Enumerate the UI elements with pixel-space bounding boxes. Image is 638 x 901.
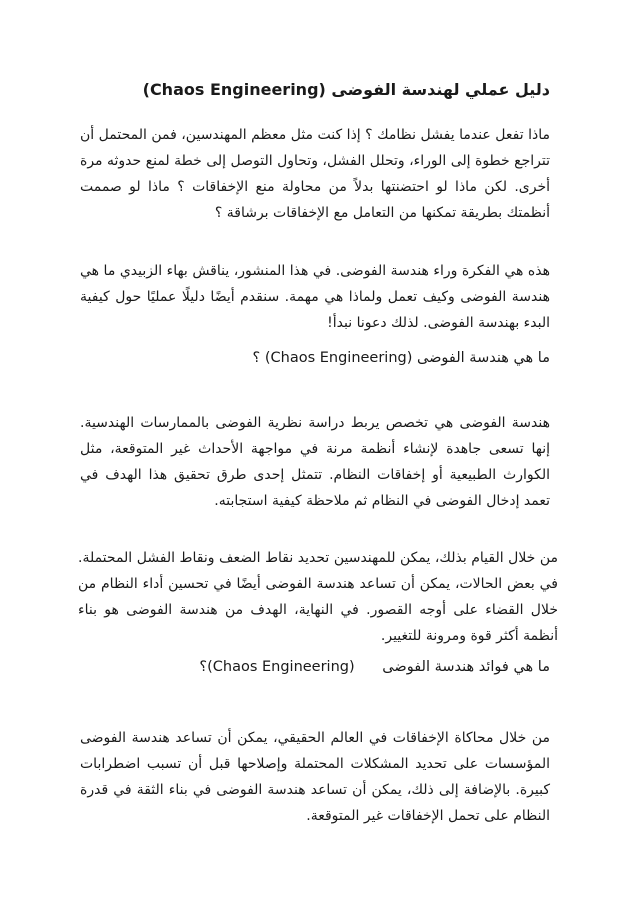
- definition-paragraph: هندسة الفوضى هي تخصص يربط دراسة نظرية الفوضى بالممارسات الهندسية. إنها تسعى جاهدة لإنشاء أنظمة مرنة في مواجهة الأحداث غير المتوقعة، مثل الكوارث الطبيعية أو إخفاقات النظام. تتمثل إحدى طرق تحقيق هذا الهدف في تعمد إدخال الفوضى في النظام ثم ملاحظة كيفية استجابته.: [80, 415, 550, 509]
- process-paragraph: من خلال القيام بذلك، يمكن للمهندسين تحديد نقاط الضعف ونقاط الفشل المحتملة. في بعض الحالات، يمكن أن تساعد هندسة الفوضى أيضًا في تحسين أداء النظام من خلال القضاء على أوجه القصور. في النهاية، الهدف من هندسة الفوضى هو بناء أنظمة أكثر قوة ومرونة للتغيير.: [78, 550, 558, 644]
- heading-what-is: ما هي هندسة الفوضى (Chaos Engineering) ؟: [252, 350, 550, 366]
- heading-benefits: ما هي فوائد هندسة الفوضى (Chaos Engineering)؟: [199, 659, 550, 675]
- idea-paragraph: هذه هي الفكرة وراء هندسة الفوضى. في هذا المنشور، يناقش بهاء الزبيدي ما هي هندسة الفوضى وكيف تعمل ولماذا هي مهمة. سنقدم أيضًا دليلًا عمليًا حول كيفية البدء بهندسة الفوضى. لذلك دعونا نبدأ!: [80, 263, 550, 331]
- benefits-paragraph: من خلال محاكاة الإخفاقات في العالم الحقيقي، يمكن أن تساعد هندسة الفوضى المؤسسات على تحديد المشكلات المحتملة وإصلاحها قبل أن تسبب اضطرابات كبيرة. بالإضافة إلى ذلك، يمكن أن تساعد هندسة الفوضى في بناء الثقة في قدرة النظام على تحمل الإخفاقات غير المتوقعة.: [80, 730, 550, 824]
- intro-paragraph: ماذا تفعل عندما يفشل نظامك ؟ إذا كنت مثل معظم المهندسين، فمن المحتمل أن تتراجع خطوة إلى الوراء، وتحلل الفشل، وتحاول التوصل إلى خطة لمنع حدوثه مرة أخرى. لكن ماذا لو احتضنتها بدلاً من محاولة منع الإخفاقات ؟ ماذا لو صممت أنظمتك بطريقة تمكنها من التعامل مع الإخفاقات برشاقة ؟: [80, 127, 550, 221]
- document-title: دليل عملي لهندسة الفوضى (Chaos Engineering): [142, 80, 550, 99]
